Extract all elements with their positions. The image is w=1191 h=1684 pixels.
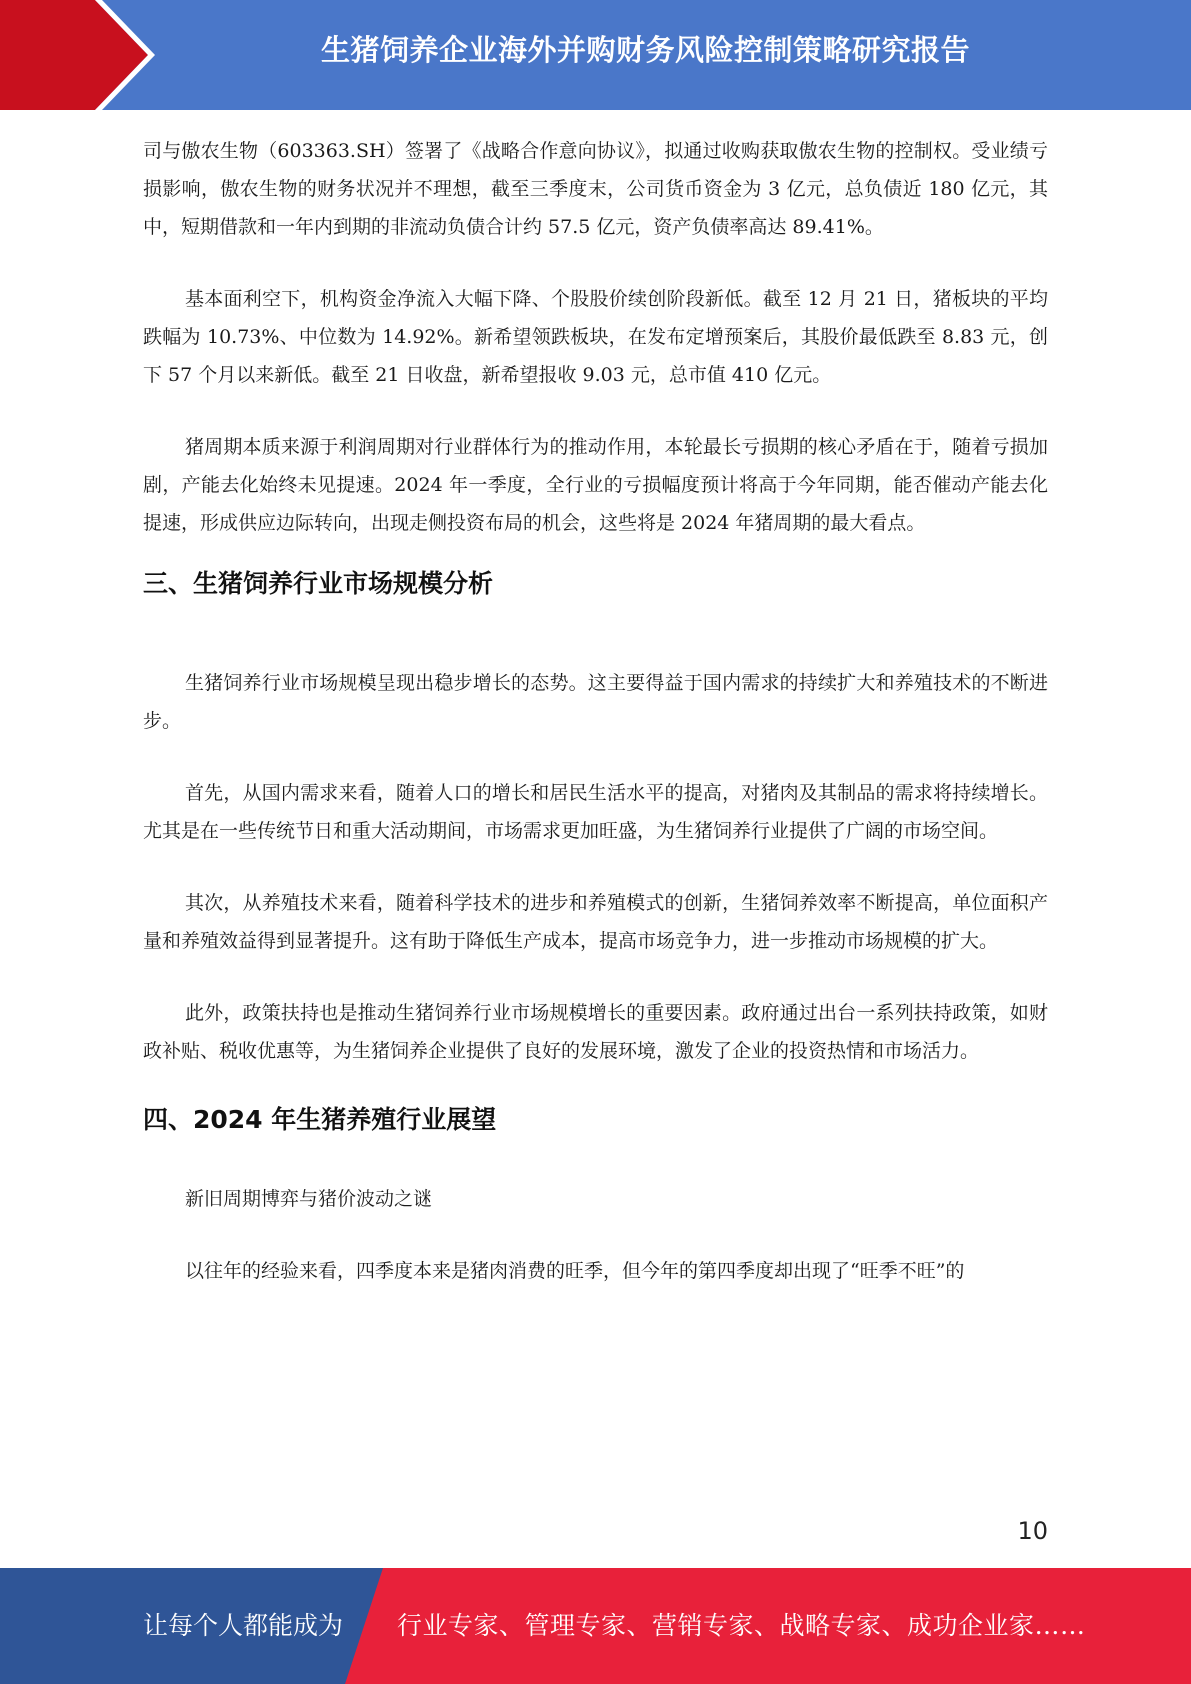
paragraph: 其次，从养殖技术来看，随着科学技术的进步和养殖模式的创新，生猪饲养效率不断提高，单位面积产量和养殖效益得到显著提升。这有助于降低生产成本，提高市场竞争力，进一步推动市场规模的扩大。 — [143, 892, 1048, 952]
paragraph: 此外，政策扶持也是推动生猪饲养行业市场规模增长的重要因素。政府通过出台一系列扶持政策，如财政补贴、税收优惠等，为生猪饲养企业提供了良好的发展环境，激发了企业的投资热情和市场活力。 — [143, 1002, 1048, 1062]
subsection-title: 新旧周期博弈与猪价波动之谜 — [185, 1188, 433, 1210]
paragraph: 司与傲农生物（603363.SH）签署了《战略合作意向协议》，拟通过收购获取傲农生物的控制权。受业绩亏损影响，傲农生物的财务状况并不理想，截至三季度末，公司货币资金为 3 亿元，总负债近 180 亿元，其中，短期借款和一年内到期的非流动负债合计约 57.5 亿元，资产负债率高达 89.41%。 — [143, 140, 1048, 238]
section-heading: 四、2024 年生猪养殖行业展望 — [143, 1105, 497, 1134]
section-heading: 三、生猪饲养行业市场规模分析 — [143, 569, 494, 598]
paragraph: 首先，从国内需求来看，随着人口的增长和居民生活水平的提高，对猪肉及其制品的需求将持续增长。尤其是在一些传统节日和重大活动期间，市场需求更加旺盛，为生猪饲养行业提供了广阔的市场空间。 — [143, 782, 1048, 842]
header-chevron-graphic — [0, 0, 160, 110]
document-body — [143, 132, 1048, 1290]
paragraph: 以往年的经验来看，四季度本来是猪肉消费的旺季，但今年的第四季度却出现了“旺季不旺”的 — [185, 1260, 965, 1282]
footer-slogan-left: 让每个人都能成为 — [143, 1611, 344, 1640]
page-number: 10 — [1017, 1517, 1048, 1545]
paragraph: 生猪饲养行业市场规模呈现出稳步增长的态势。这主要得益于国内需求的持续扩大和养殖技术的不断进步。 — [143, 672, 1048, 732]
page-header — [0, 0, 1191, 110]
report-title: 生猪饲养企业海外并购财务风险控制策略研究报告 — [320, 33, 970, 67]
paragraph: 基本面利空下，机构资金净流入大幅下降、个股股价续创阶段新低。截至 12 月 21 日，猪板块的平均跌幅为 10.73%、中位数为 14.92%。新希望领跌板块，在发布定增预案后，其股价最低跌至 8.83 元，创下 57 个月以来新低。截至 21 日收盘，新希望报收 9.03 元，总市值 410 亿元。 — [143, 288, 1048, 386]
paragraph: 猪周期本质来源于利润周期对行业群体行为的推动作用，本轮最长亏损期的核心矛盾在于，随着亏损加剧，产能去化始终未见提速。2024 年一季度，全行业的亏损幅度预计将高于今年同期，能否催动产能去化提速，形成供应边际转向，出现走侧投资布局的机会，这些将是 2024 年猪周期的最大看点。 — [143, 436, 1048, 534]
page-footer — [0, 1568, 1191, 1684]
footer-slogan-right: 行业专家、管理专家、营销专家、战略专家、成功企业家…… — [397, 1611, 1086, 1640]
